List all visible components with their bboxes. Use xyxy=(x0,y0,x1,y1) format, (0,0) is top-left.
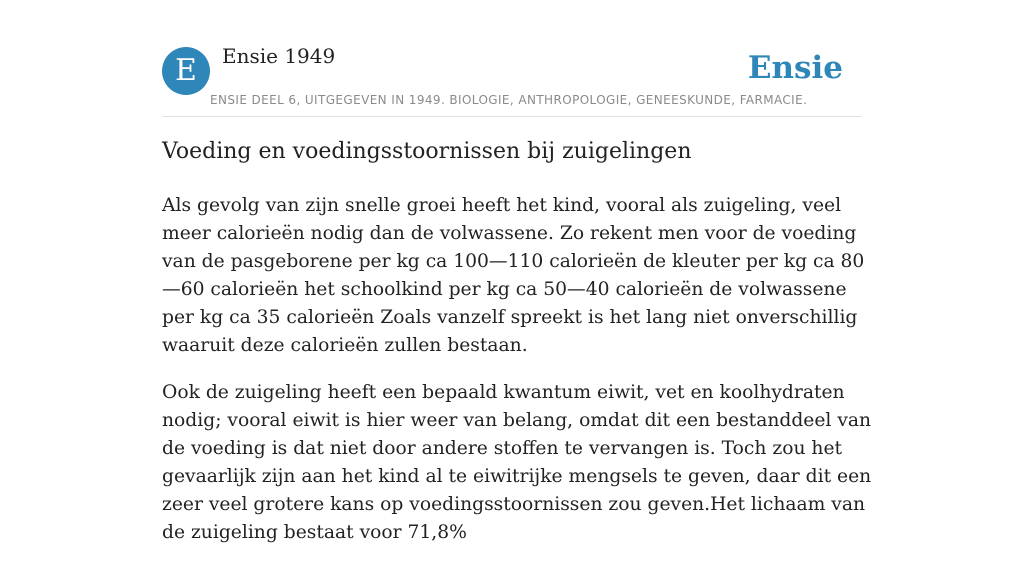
source-logo[interactable]: E xyxy=(162,47,210,95)
brand-logo[interactable]: Ensie xyxy=(747,50,843,86)
paragraph: Als gevolg van zijn snelle groei heeft het kind, vooral als zuigeling, veel meer calorieën nodig dan de volwassene. Zo rekent men voor de voeding van de pasgeborene per kg ca 100—110 calorieën de kleuter per kg ca 80—60 calorieën het schoolkind per kg ca 50—40 calorieën de volwassene per kg ca 35 calorieën Zoals vanzelf spreekt is het lang niet onverschillig waaruit deze calorieën zullen bestaan. xyxy=(162,195,865,356)
article-title: Voeding en voedingsstoornissen bij zuigelingen xyxy=(162,139,692,164)
page xyxy=(162,0,872,543)
header xyxy=(162,0,862,117)
article-body xyxy=(162,192,874,566)
paragraph: Ook de zuigeling heeft een bepaald kwantum eiwit, vet en koolhydraten nodig; vooral eiwit is hier weer van belang, omdat dit een bestanddeel van de voeding is dat niet door andere stoffen te vervangen is. Toch zou het gevaarlijk zijn aan het kind al te eiwitrijke mengsels te geven, daar dit een zeer veel grotere kans op voedingsstoornissen zou geven.Het lichaam van de zuigeling bestaat voor 71,8% xyxy=(162,382,872,543)
source-subtitle: ENSIE DEEL 6, UITGEGEVEN IN 1949. BIOLOGIE, ANTHROPOLOGIE, GENEESKUNDE, FARMACIE. xyxy=(210,93,808,107)
source-title[interactable]: Ensie 1949 xyxy=(222,44,336,68)
